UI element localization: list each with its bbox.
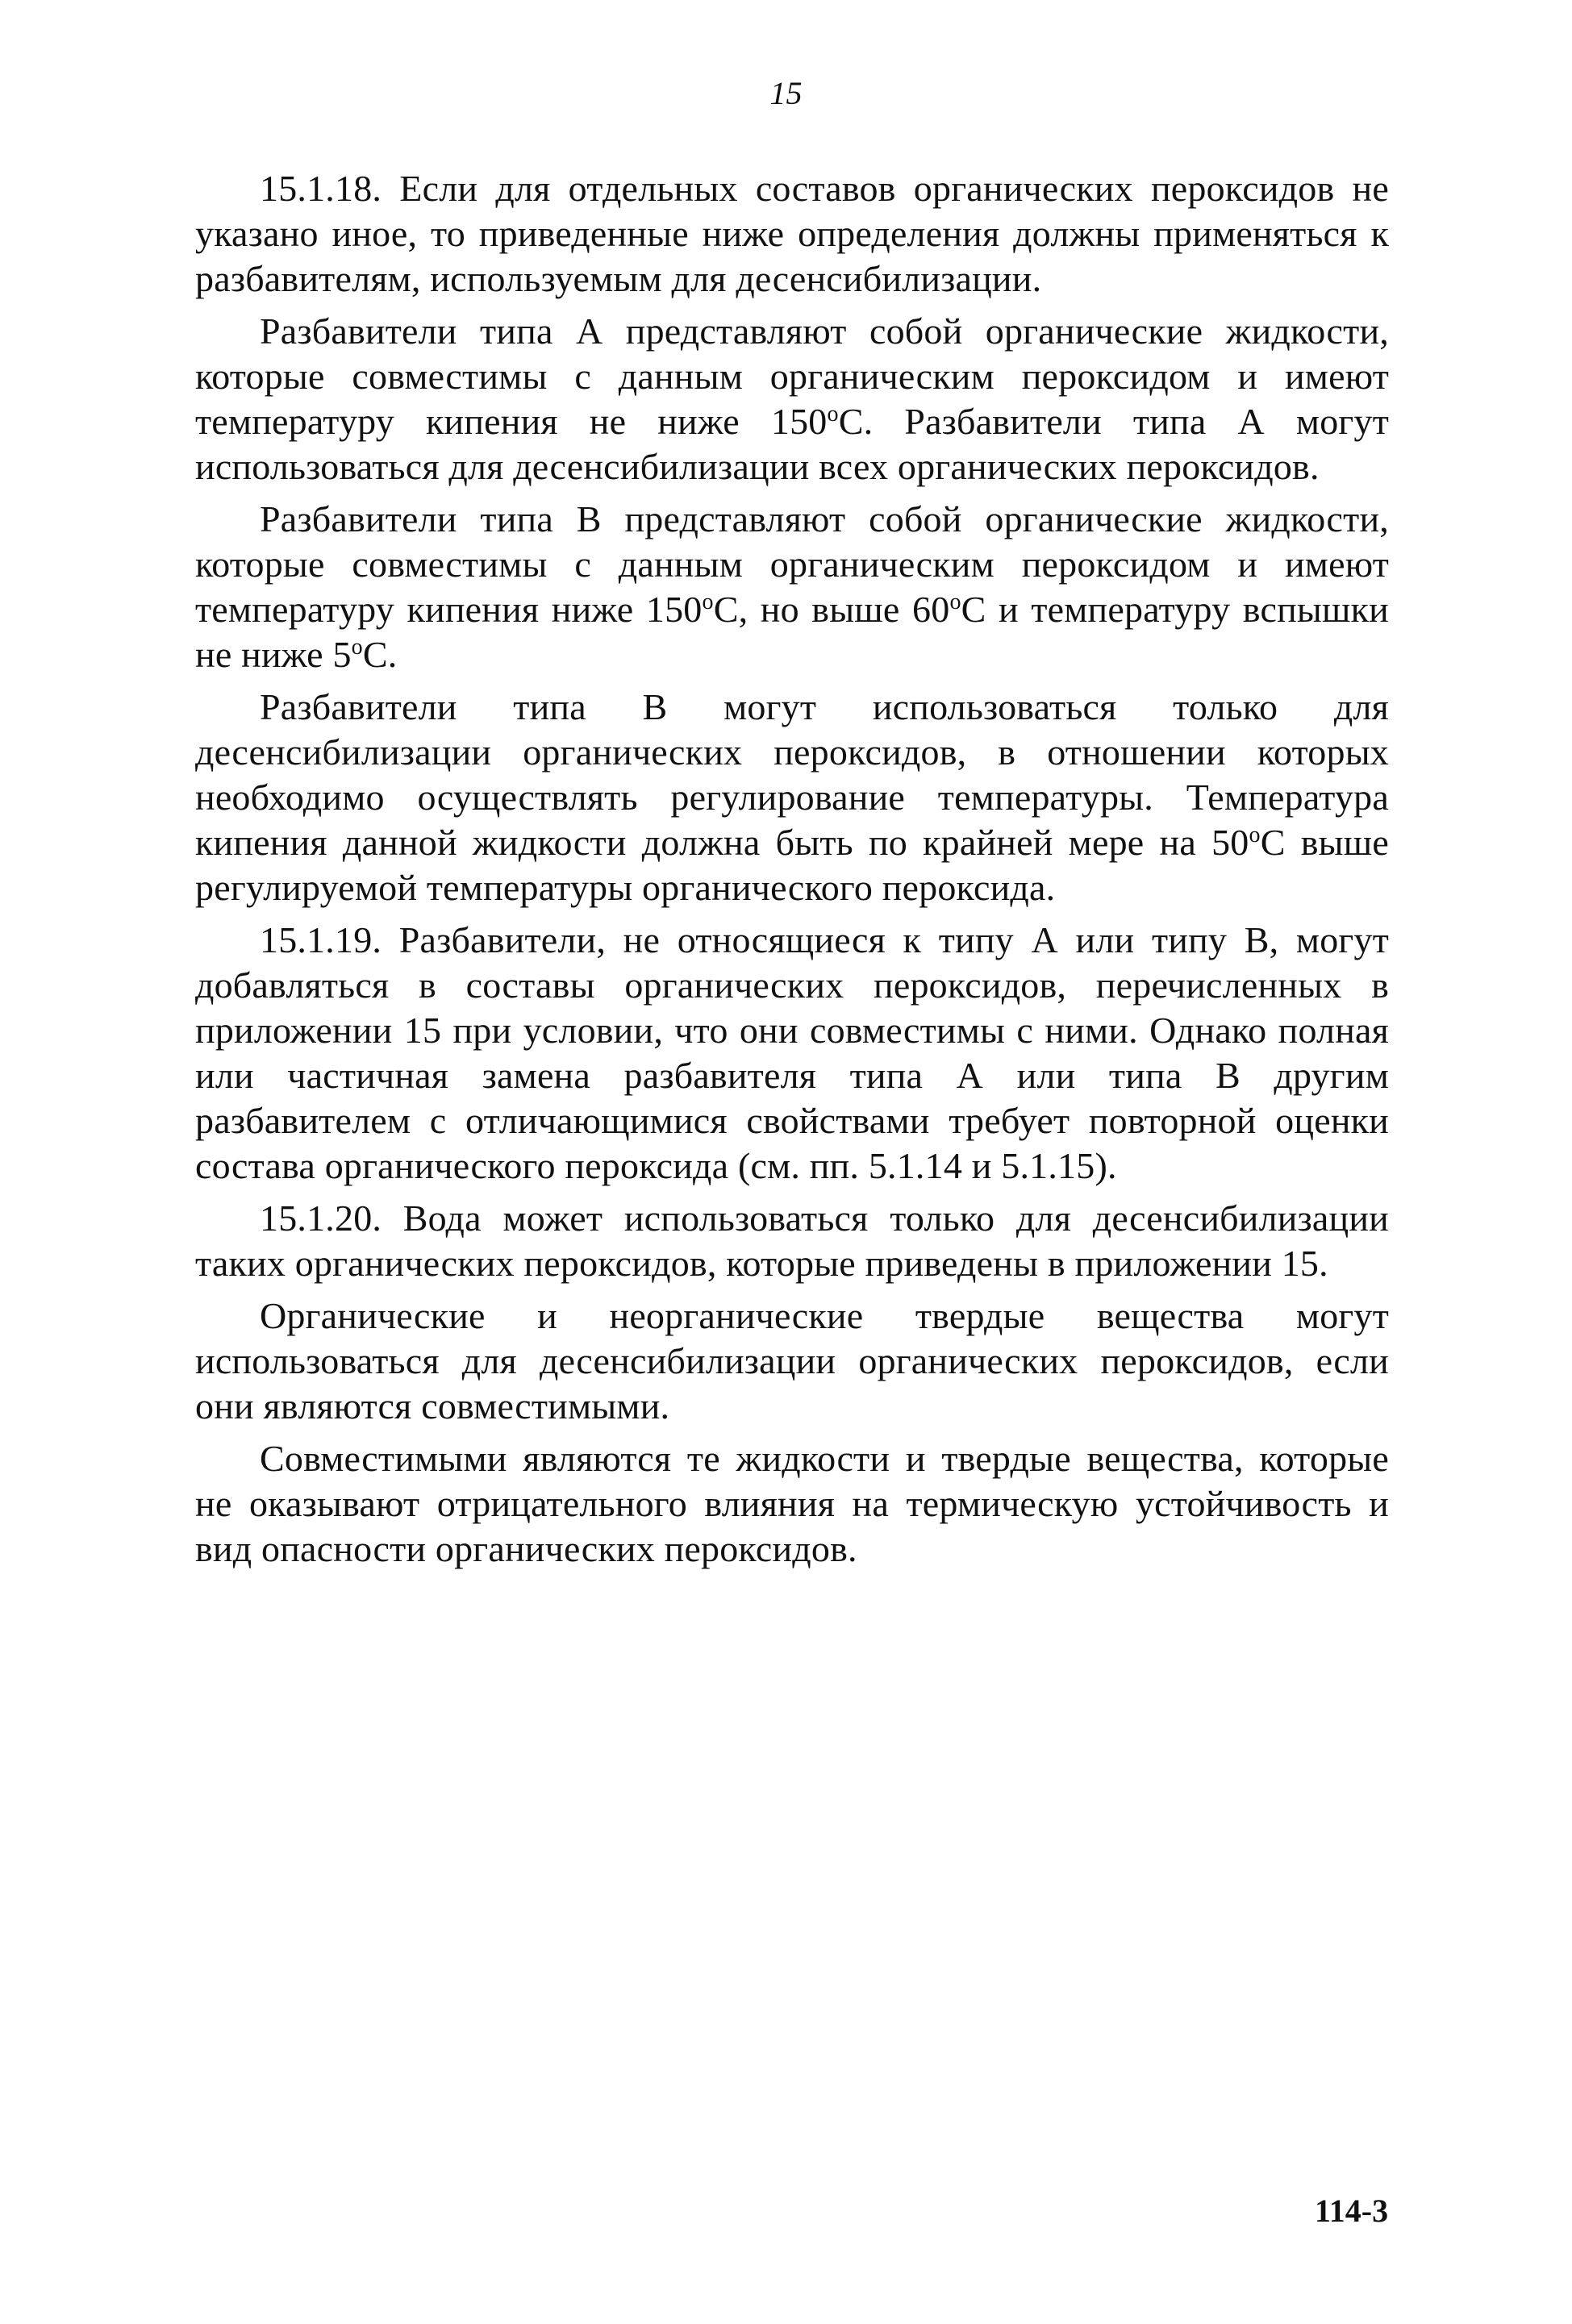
paragraph-15-1-20: 15.1.20. Вода может использоваться только для десенсибилизации таких органических пероксидов, которые приведены в приложении 15. xyxy=(195,1197,1389,1284)
page-number: 15 xyxy=(769,75,803,111)
text-fragment: Разбавители типа В могут использоваться только для десенсибилизации органических пероксидов, в отношении которых необходимо осуществлять регулирование температуры. Температура кипения данной жидкости должна быть по крайней мере на 50 xyxy=(195,686,1389,863)
text-fragment: С. xyxy=(362,634,398,675)
text-fragment: С, но выше 60 xyxy=(713,589,950,630)
degree-sign: o xyxy=(702,589,714,614)
paragraph-type-a-diluents xyxy=(195,309,1389,489)
text-fragment: С и температуру вспышки не ниже 5 xyxy=(195,589,1389,675)
degree-sign: o xyxy=(949,589,961,614)
text-fragment: С выше регулируемой температуры органического пероксида. xyxy=(195,822,1389,908)
degree-sign: o xyxy=(351,635,363,660)
paragraph-compatibility: Совместимыми являются те жидкости и твердые вещества, которые не оказывают отрицательного влияния на термическую устойчивость и вид опасности органических пероксидов. xyxy=(195,1438,1389,1569)
paragraph-type-b-definition xyxy=(195,497,1389,677)
paragraph-solid-desensitizers: Органические и неорганические твердые вещества могут использоваться для десенсибилизации органических пероксидов, если они являются совместимыми. xyxy=(195,1295,1389,1426)
paragraph-15-1-18: 15.1.18. Если для отдельных составов органических пероксидов не указано иное, то приведенные ниже определения должны применяться к разбавителям, используемым для десенсибилизации. xyxy=(195,168,1389,299)
degree-sign: o xyxy=(827,402,839,427)
paragraph-15-1-19: 15.1.19. Разбавители, не относящиеся к типу А или типу В, могут добавляться в составы органических пероксидов, перечисленных в приложении 15 при условии, что они совместимы с ними. Однако полная или частичная замена разбавителя типа А или типа В другим разбавителем с отличающимися свойствами требует повторной оценки состава органического пероксида (см. пп. 5.1.14 и 5.1.15). xyxy=(195,919,1389,1186)
page-body xyxy=(195,166,1389,1579)
text-fragment: Разбавители типа В представляют собой органические жидкости, которые совместимы с данным органическим пероксидом и имеют температуру кипения ниже 150 xyxy=(195,498,1389,630)
sheet-number: 114-3 xyxy=(1315,2193,1389,2229)
text-fragment: С. Разбавители типа А могут использоваться для десенсибилизации всех органических пероксидов. xyxy=(195,401,1389,487)
degree-sign: o xyxy=(1249,823,1261,848)
paragraph-type-b-usage xyxy=(195,685,1389,910)
text-fragment: Разбавители типа А представляют собой органические жидкости, которые совместимы с данным органическим пероксидом и имеют температуру кипения не ниже 150 xyxy=(195,310,1389,442)
